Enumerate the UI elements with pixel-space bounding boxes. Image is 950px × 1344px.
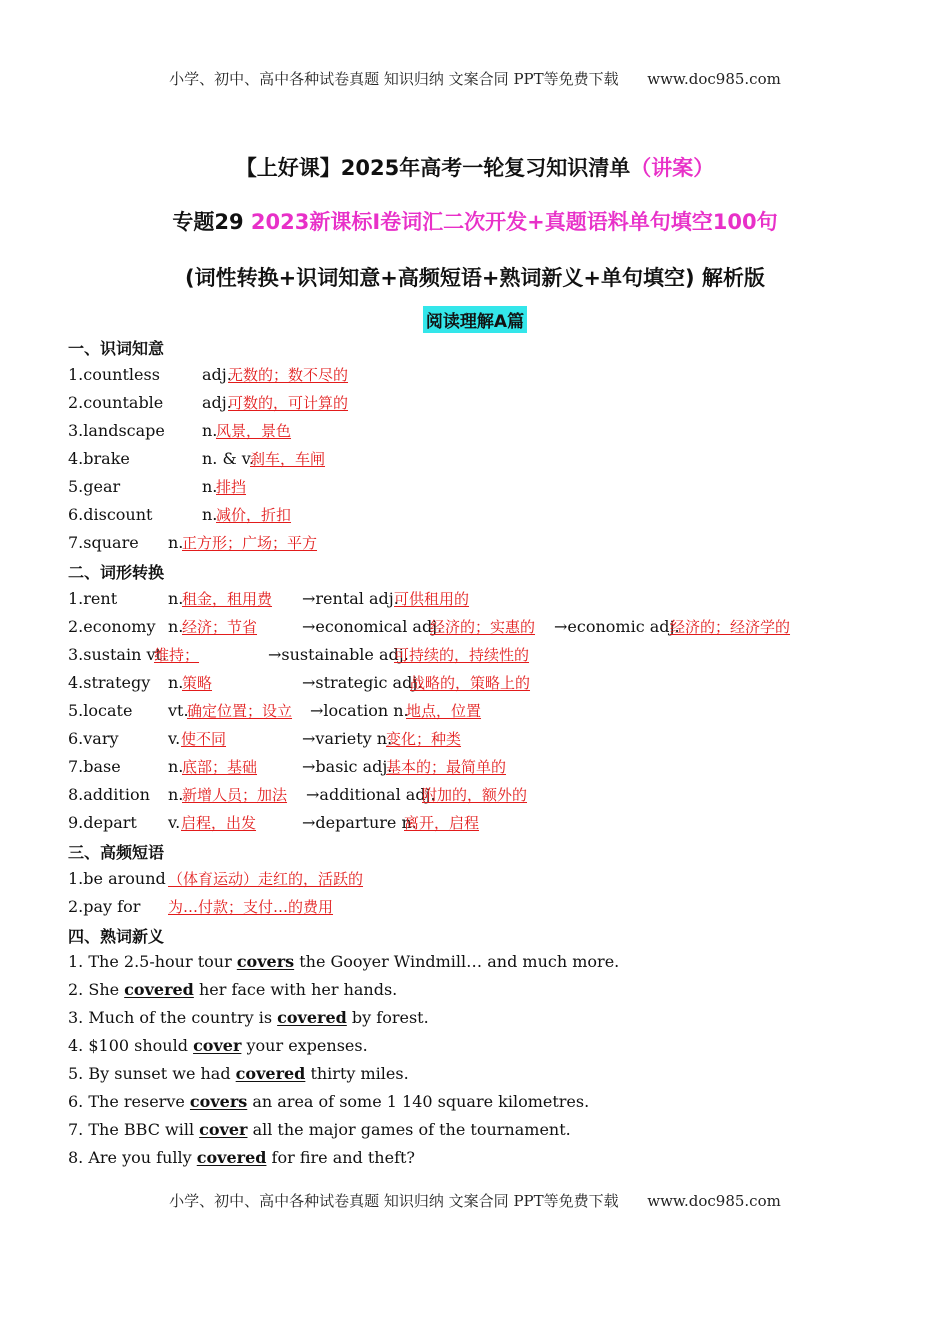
vocab-meaning: 正方形；广场；平方 bbox=[182, 534, 318, 552]
derived-meaning: 可持续的，持续性的 bbox=[394, 646, 530, 664]
page-header: 小学、初中、高中各种试卷真题 知识归纳 文案合同 PPT等免费下载 www.doc985.com bbox=[169, 70, 781, 88]
topic-title bbox=[0, 206, 950, 236]
form-meaning: 策略 bbox=[182, 674, 213, 692]
form-meaning: 租金，租用费 bbox=[182, 590, 273, 608]
vocab-meaning: 可数的，可计算的 bbox=[228, 394, 349, 412]
sentence-text: 2. She bbox=[68, 980, 125, 999]
derived-form: →additional adj. bbox=[306, 785, 436, 804]
form-meaning: 新增人员；加法 bbox=[182, 786, 288, 804]
derived-form: →departure n. bbox=[302, 813, 417, 832]
keyword: cover bbox=[199, 1120, 248, 1139]
sentence-text: 5. By sunset we had bbox=[68, 1064, 236, 1083]
form-meaning: 经济；节省 bbox=[182, 618, 258, 636]
form-meaning: 确定位置；设立 bbox=[187, 702, 293, 720]
form-pos: v. bbox=[168, 813, 181, 832]
derived-form: →economical adj. bbox=[302, 617, 443, 636]
phrase-meaning: 为…付款；支付…的费用 bbox=[168, 898, 334, 916]
vocab-pos: adj. bbox=[202, 393, 232, 412]
sentence-text: for fire and theft? bbox=[266, 1148, 416, 1167]
derived-meaning: 经济的；实惠的 bbox=[430, 618, 536, 636]
sentence-text: thirty miles. bbox=[305, 1064, 409, 1083]
phrase-text: 1.be around bbox=[68, 869, 166, 888]
derived-meaning: 附加的，额外的 bbox=[422, 786, 528, 804]
keyword: covered bbox=[235, 1064, 306, 1083]
section-heading-forms: 二、词形转换 bbox=[68, 563, 165, 582]
vocab-word: 3.landscape bbox=[68, 421, 165, 440]
derived-form: →variety n. bbox=[302, 729, 393, 748]
page-footer: 小学、初中、高中各种试卷真题 知识归纳 文案合同 PPT等免费下载 www.doc985.com bbox=[169, 1192, 781, 1210]
derived-form: →sustainable adj. bbox=[268, 645, 409, 664]
derived-meaning: 基本的；最简单的 bbox=[386, 758, 507, 776]
sentence-text: all the major games of the tournament. bbox=[247, 1120, 571, 1139]
form-pos: vt. bbox=[168, 701, 189, 720]
vocab-pos: n. bbox=[168, 533, 184, 552]
sentence-text: 4. $100 should bbox=[68, 1036, 194, 1055]
derived-form: →strategic adj. bbox=[302, 673, 423, 692]
vocab-word: 7.square bbox=[68, 533, 139, 552]
vocab-word: 1.countless bbox=[68, 365, 160, 384]
sentence-text: 1. The 2.5-hour tour bbox=[68, 952, 237, 971]
section-heading-new-meanings: 四、熟词新义 bbox=[68, 927, 165, 946]
form-pos: n. bbox=[168, 617, 184, 636]
example-sentence bbox=[68, 1036, 368, 1055]
keyword: cover bbox=[193, 1036, 242, 1055]
example-sentence bbox=[68, 1064, 409, 1083]
derived-form: →rental adj. bbox=[302, 589, 399, 608]
form-pos: n. bbox=[168, 673, 184, 692]
sentence-text: 3. Much of the country is bbox=[68, 1008, 278, 1027]
keyword: covered bbox=[277, 1008, 347, 1027]
sentence-text: by forest. bbox=[346, 1008, 429, 1027]
form-pos: n. bbox=[168, 757, 184, 776]
sentence-text: an area of some 1 140 square kilometres. bbox=[247, 1092, 590, 1111]
form-meaning: 使不同 bbox=[181, 730, 227, 748]
phrase-meaning: （体育运动）走红的，活跃的 bbox=[168, 870, 364, 888]
form-pos: n. bbox=[168, 589, 184, 608]
vocab-word: 5.gear bbox=[68, 477, 121, 496]
derived-meaning: 地点，位置 bbox=[406, 702, 482, 720]
keyword: covers bbox=[189, 1092, 248, 1111]
example-sentence bbox=[68, 1148, 415, 1167]
vocab-pos: adj. bbox=[202, 365, 232, 384]
reading-badge: 阅读理解A篇 bbox=[423, 306, 527, 333]
example-sentence bbox=[68, 952, 619, 971]
form-word: 8.addition bbox=[68, 785, 150, 804]
example-sentence bbox=[68, 980, 397, 999]
keyword: covered bbox=[124, 980, 194, 999]
vocab-meaning: 无数的；数不尽的 bbox=[228, 366, 349, 384]
sentence-text: 6. The reserve bbox=[68, 1092, 190, 1111]
vocab-meaning: 减价，折扣 bbox=[216, 506, 292, 524]
form-word: 5.locate bbox=[68, 701, 133, 720]
subtitle: (词性转换+识词知意+高频短语+熟词新义+单句填空) 解析版 bbox=[185, 266, 765, 290]
derived-form: →basic adj. bbox=[302, 757, 393, 776]
form-word: 2.economy bbox=[68, 617, 156, 636]
vocab-word: 4.brake bbox=[68, 449, 130, 468]
form-pos: n. bbox=[168, 785, 184, 804]
form-word: 1.rent bbox=[68, 589, 118, 608]
derived-meaning: 战略的，策略上的 bbox=[410, 674, 531, 692]
topic-number: 专题29 bbox=[172, 210, 251, 234]
derived-meaning-2: 经济的；经济学的 bbox=[670, 618, 791, 636]
example-sentence bbox=[68, 1092, 589, 1111]
derived-meaning: 可供租用的 bbox=[394, 590, 470, 608]
sentence-text: 7. The BBC will bbox=[68, 1120, 200, 1139]
form-word: 3.sustain vt. bbox=[68, 645, 168, 664]
derived-meaning: 离开，启程 bbox=[404, 814, 480, 832]
vocab-word: 6.discount bbox=[68, 505, 153, 524]
form-meaning: 维持； bbox=[154, 646, 200, 664]
vocab-meaning: 刹车，车闸 bbox=[250, 450, 326, 468]
form-word: 7.base bbox=[68, 757, 121, 776]
sentence-text: the Gooyer Windmill… and much more. bbox=[294, 952, 620, 971]
title-main: 【上好课】2025年高考一轮复习知识清单 bbox=[235, 156, 631, 180]
form-meaning: 启程，出发 bbox=[181, 814, 257, 832]
section-heading-phrases: 三、高频短语 bbox=[68, 843, 165, 862]
vocab-pos: n. bbox=[202, 477, 218, 496]
form-word: 9.depart bbox=[68, 813, 137, 832]
vocab-meaning: 风景，景色 bbox=[216, 422, 292, 440]
section-heading-vocab: 一、识词知意 bbox=[68, 339, 165, 358]
example-sentence bbox=[68, 1120, 571, 1139]
phrase-text: 2.pay for bbox=[68, 897, 141, 916]
form-word: 6.vary bbox=[68, 729, 119, 748]
keyword: covers bbox=[236, 952, 295, 971]
vocab-word: 2.countable bbox=[68, 393, 164, 412]
derived-meaning: 变化；种类 bbox=[386, 730, 462, 748]
sentence-text: her face with her hands. bbox=[193, 980, 398, 999]
form-meaning: 底部；基础 bbox=[182, 758, 258, 776]
vocab-pos: n. bbox=[202, 421, 218, 440]
example-sentence bbox=[68, 1008, 429, 1027]
form-word: 4.strategy bbox=[68, 673, 151, 692]
vocab-pos: n. bbox=[202, 505, 218, 524]
document-title bbox=[0, 152, 950, 182]
title-tag: （讲案） bbox=[630, 156, 715, 180]
keyword: covered bbox=[196, 1148, 267, 1167]
topic-name: 2023新课标I卷词汇二次开发+真题语料单句填空100句 bbox=[250, 210, 778, 234]
derived-form-2: →economic adj. bbox=[554, 617, 680, 636]
vocab-meaning: 排挡 bbox=[216, 478, 247, 496]
sentence-text: 8. Are you fully bbox=[68, 1148, 197, 1167]
vocab-pos: n. & v. bbox=[202, 449, 255, 468]
form-pos: v. bbox=[168, 729, 181, 748]
sentence-text: your expenses. bbox=[241, 1036, 368, 1055]
derived-form: →location n. bbox=[310, 701, 409, 720]
